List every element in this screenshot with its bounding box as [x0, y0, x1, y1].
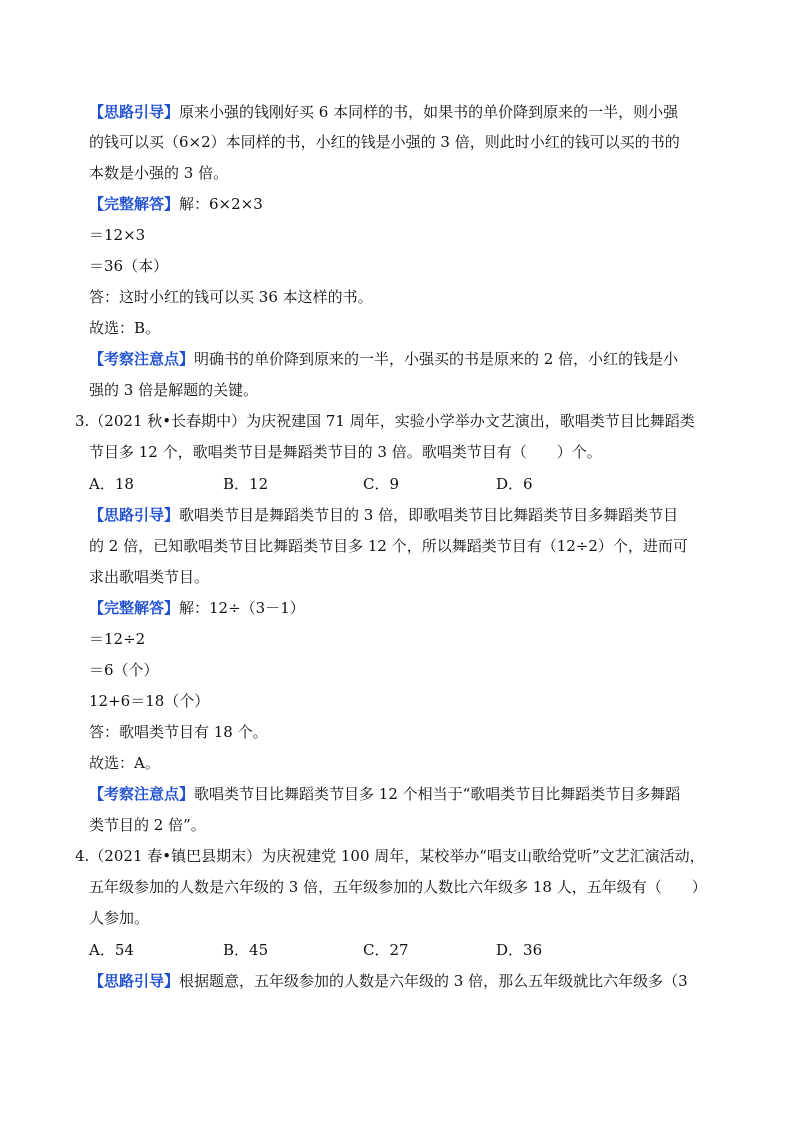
hint-line: 本数是小强的 3 倍。	[89, 164, 229, 182]
solution-line: ＝12×3	[89, 226, 146, 244]
note-tag: 【考察注意点】	[89, 785, 195, 803]
choice-line: 故选：B。	[89, 319, 161, 337]
note-line: 【考察注意点】明确书的单价降到原来的一半，小强买的书是原来的 2 倍，小红的钱是小	[89, 350, 679, 368]
option-a: A．18	[89, 475, 134, 493]
question-3-stem: 节目多 12 个，歌唱类节目是舞蹈类节目的 3 倍。歌唱类节目有（ ）个。	[89, 443, 602, 461]
option-d: D．6	[496, 475, 533, 493]
hint-tag: 【思路引导】	[89, 506, 180, 524]
answer-line: 答：歌唱类节目有 18 个。	[89, 723, 268, 741]
option-a: A．54	[89, 941, 134, 959]
question-4-stem: 人参加。	[89, 909, 150, 927]
question-4-stem: 4.（2021 春•镇巴县期末）为庆祝建党 100 周年，某校举办“唱支山歌给党听”文艺汇演活动，	[75, 847, 705, 865]
note-line: 强的 3 倍是解题的关键。	[89, 381, 259, 399]
question-4-stem: 五年级参加的人数是六年级的 3 倍，五年级参加的人数比六年级多 18 人，五年级有（ ）	[89, 878, 707, 896]
hint-line: 【思路引导】根据题意，五年级参加的人数是六年级的 3 倍，那么五年级就比六年级多（3	[89, 972, 688, 990]
hint-tag: 【思路引导】	[89, 103, 180, 121]
option-c: C．27	[363, 941, 409, 959]
note-tag: 【考察注意点】	[89, 350, 195, 368]
option-d: D．36	[496, 941, 543, 959]
note-line: 类节目的 2 倍”。	[89, 816, 206, 834]
question-3-stem: 3.（2021 秋•长春期中）为庆祝建国 71 周年，实验小学举办文艺演出，歌唱类节目比舞蹈类	[75, 412, 695, 430]
solution-line: 12+6＝18（个）	[89, 692, 210, 710]
option-c: C．9	[363, 475, 400, 493]
hint-tag: 【思路引导】	[89, 972, 180, 990]
solution-line: ＝12÷2	[89, 630, 146, 648]
hint-line: 【思路引导】歌唱类节目是舞蹈类节目的 3 倍，即歌唱类节目比舞蹈类节目多舞蹈类节目	[89, 506, 679, 524]
solution-tag: 【完整解答】	[89, 195, 180, 213]
note-line: 【考察注意点】歌唱类节目比舞蹈类节目多 12 个相当于“歌唱类节目比舞蹈类节目多舞蹈	[89, 785, 681, 803]
solution-tag: 【完整解答】	[89, 599, 180, 617]
hint-line: 求出歌唱类节目。	[89, 568, 210, 586]
solution-line: ＝6（个）	[89, 661, 159, 679]
solution-line: 【完整解答】解：12÷（3－1）	[89, 599, 305, 617]
option-b: B．45	[223, 941, 269, 959]
hint-line: 的钱可以买（6×2）本同样的书，小红的钱是小强的 3 倍，则此时小红的钱可以买的书的	[89, 133, 680, 151]
hint-line: 的 2 倍，已知歌唱类节目比舞蹈类节目多 12 个，所以舞蹈类节目有（12÷2）个，进而可	[89, 537, 688, 555]
hint-line: 【思路引导】原来小强的钱刚好买 6 本同样的书，如果书的单价降到原来的一半，则小强	[89, 103, 679, 121]
choice-line: 故选：A。	[89, 754, 160, 772]
answer-line: 答：这时小红的钱可以买 36 本这样的书。	[89, 288, 373, 306]
option-b: B．12	[223, 475, 269, 493]
solution-line: 【完整解答】解：6×2×3	[89, 195, 263, 213]
solution-line: ＝36（本）	[89, 257, 169, 275]
